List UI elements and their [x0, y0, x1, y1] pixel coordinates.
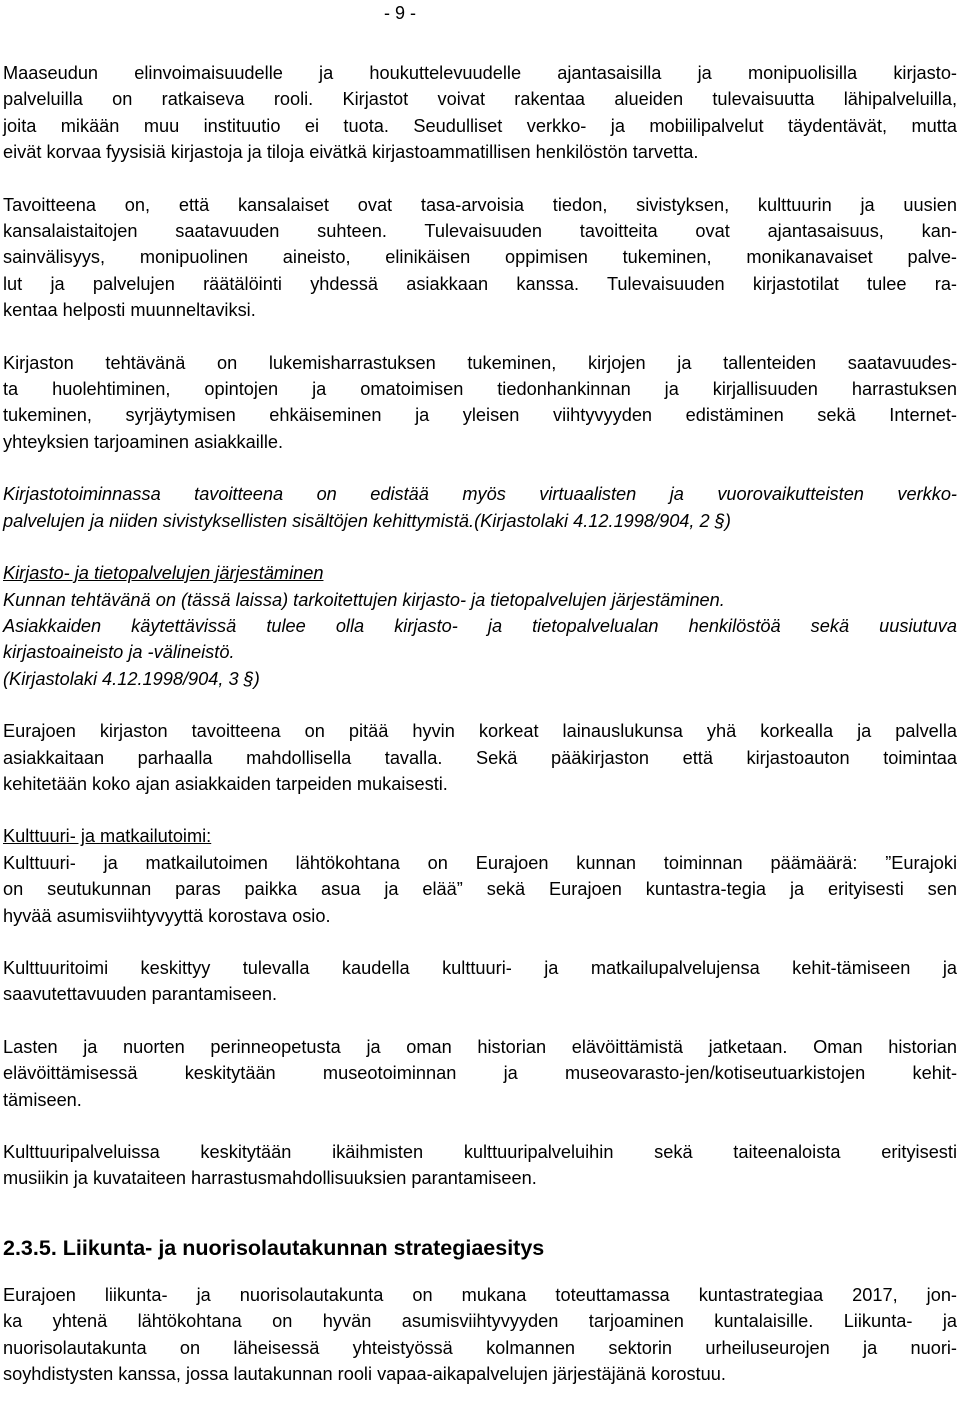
text-line: nuorisolautakunta on läheisessä yhteistyössä kolmannen sektorin urheiluseurojen ja nuori-: [3, 1337, 957, 1358]
text-line: asiakkaitaan parhaalla mahdollisella tavalla. Sekä pääkirjaston että kirjastoauton toimintaa: [3, 747, 957, 768]
text-line: hyvää asumisviihtyvyyttä korostava osio.: [3, 905, 331, 926]
paragraph-culture-focus: [3, 955, 957, 1008]
text-line: eivät korvaa fyysisiä kirjastoja ja tiloja eivätkä kirjastoammatillisen henkilöstön tarvetta.: [3, 142, 699, 163]
text-line: kirjastoaineisto ja -välineistö.: [3, 642, 235, 663]
text-line: Kunnan tehtävänä on (tässä laissa) tarkoitettujen kirjasto- ja tietopalvelujen järjestäminen.: [3, 589, 725, 610]
text-line: elävöittämisessä keskitytään museotoiminnan ja museovarasto-jen/kotiseutuarkistojen kehit-: [3, 1063, 957, 1084]
paragraph-heritage: [3, 1034, 957, 1113]
section-heading: 2.3.5. Liikunta- ja nuorisolautakunnan strategiaesitys: [3, 1235, 545, 1260]
text-line: saavutettavuuden parantamiseen.: [3, 984, 278, 1005]
text-line: Eurajoen kirjaston tavoitteena on pitää hyvin korkeat lainauslukunsa yhä korkealla ja palvella: [3, 721, 957, 742]
text-line: Kulttuuri- ja matkailutoimen lähtökohtana on Eurajoen kunnan toiminnan päämäärä: ”Eurajoki: [3, 852, 957, 873]
quote-subheading: Kirjasto- ja tietopalvelujen järjestäminen: [3, 563, 324, 584]
paragraph-eurajoki-library: [3, 718, 957, 797]
text-line: palveluilla on ratkaiseva rooli. Kirjastot voivat rakentaa alueiden tulevaisuutta lähipalveluilla,: [3, 89, 957, 110]
text-line: Maaseudun elinvoimaisuudelle ja houkuttelevuudelle ajantasaisilla ja monipuolisilla kirjasto-: [3, 63, 957, 83]
text-line: on seutukunnan paras paikka asua ja elää” sekä Eurajoen kuntastra-tegia ja erityisesti sen: [3, 879, 957, 900]
quote-library-act-2: [3, 481, 957, 534]
text-line: yhteyksien tarjoaminen asiakkaille.: [3, 431, 284, 452]
text-line: tämiseen.: [3, 1089, 82, 1110]
text-line: joita mikään muu instituutio ei tuota. Seudulliset verkko- ja mobiilipalvelut täydentävät, mutta: [3, 115, 957, 136]
text-line: ta huolehtiminen, opintojen ja omatoimisen tiedonhankinnan ja kirjallisuuden harrastuksen: [3, 379, 957, 400]
paragraph-sports-youth: [3, 1282, 957, 1388]
text-line: Kirjastotoiminnassa tavoitteena on edistää myös virtuaalisten ja vuorovaikutteisten verkko-: [3, 484, 957, 505]
text-line: Eurajoen liikunta- ja nuorisolautakunta on mukana toteuttamassa kuntastrategiaa 2017, jon-: [3, 1284, 957, 1305]
text-line: kehitetään koko ajan asiakkaiden tarpeiden mukaisesti.: [3, 773, 448, 794]
text-line: Lasten ja nuorten perinneopetusta ja oman historian elävöittämistä jatketaan. Oman historian: [3, 1036, 957, 1057]
paragraph-library-tasks: [3, 350, 957, 456]
text-line: Kulttuuripalveluissa keskitytään ikäihmisten kulttuuripalveluihin sekä taiteenaloista erityisesti: [3, 1142, 957, 1162]
document-body: [3, 60, 957, 1387]
subsection-title: Kulttuuri- ja matkailutoimi:: [3, 826, 212, 847]
page-number: - 9 -: [383, 3, 416, 23]
paragraph-culture-tourism: [3, 823, 957, 929]
text-line: musiikin ja kuvataiteen harrastusmahdollisuuksien parantamiseen.: [3, 1168, 537, 1189]
text-line: ka yhtenä lähtökohtana on hyvän asumisviihtyvyyden tarjoaminen kuntalaisille. Liikunta- ja: [3, 1311, 957, 1332]
text-line: tukeminen, syrjäytymisen ehkäiseminen ja yleisen viihtyvyyden edistäminen sekä Internet-: [3, 405, 957, 426]
text-line: soyhdistysten kanssa, jossa lautakunnan rooli vapaa-aikapalvelujen järjestäjänä korostuu.: [3, 1364, 726, 1385]
text-line: sainvälisyys, monipuolinen aineisto, elinikäisen oppimisen tukeminen, monikanavaiset palve-: [3, 247, 957, 268]
text-line: kentaa helposti muunneltaviksi.: [3, 300, 256, 321]
text-line: Tavoitteena on, että kansalaiset ovat tasa-arvoisia tiedon, sivistyksen, kulttuurin ja uusien: [3, 194, 957, 215]
text-line: Asiakkaiden käytettävissä tulee olla kirjasto- ja tietopalvelualan henkilöstöä sekä uusiutuva: [3, 615, 957, 636]
paragraph-rural-libraries: [3, 60, 957, 166]
quote-library-act-3: [3, 560, 957, 692]
text-line: palvelujen ja niiden sivistyksellisten sisältöjen kehittymistä.(Kirjastolaki 4.12.1998/904, 2 §): [3, 510, 731, 531]
text-line: lut ja palvelujen räätälöinti yhdessä asiakkaan kanssa. Tulevaisuuden kirjastotilat tulee ra-: [3, 273, 957, 294]
text-line: (Kirjastolaki 4.12.1998/904, 3 §): [3, 668, 260, 689]
text-line: kansalaistaitojen saatavuuden suhteen. Tulevaisuuden tavoitteita ovat ajantasaisuus, kan-: [3, 221, 957, 242]
paragraph-elderly-culture: [3, 1139, 957, 1192]
text-line: Kulttuuritoimi keskittyy tulevalla kaudella kulttuuri- ja matkailupalvelujensa kehit-tämiseen ja: [3, 957, 957, 978]
text-line: Kirjaston tehtävänä on lukemisharrastuksen tukeminen, kirjojen ja tallenteiden saatavuudes-: [3, 352, 957, 373]
paragraph-equality-goal: [3, 192, 957, 324]
